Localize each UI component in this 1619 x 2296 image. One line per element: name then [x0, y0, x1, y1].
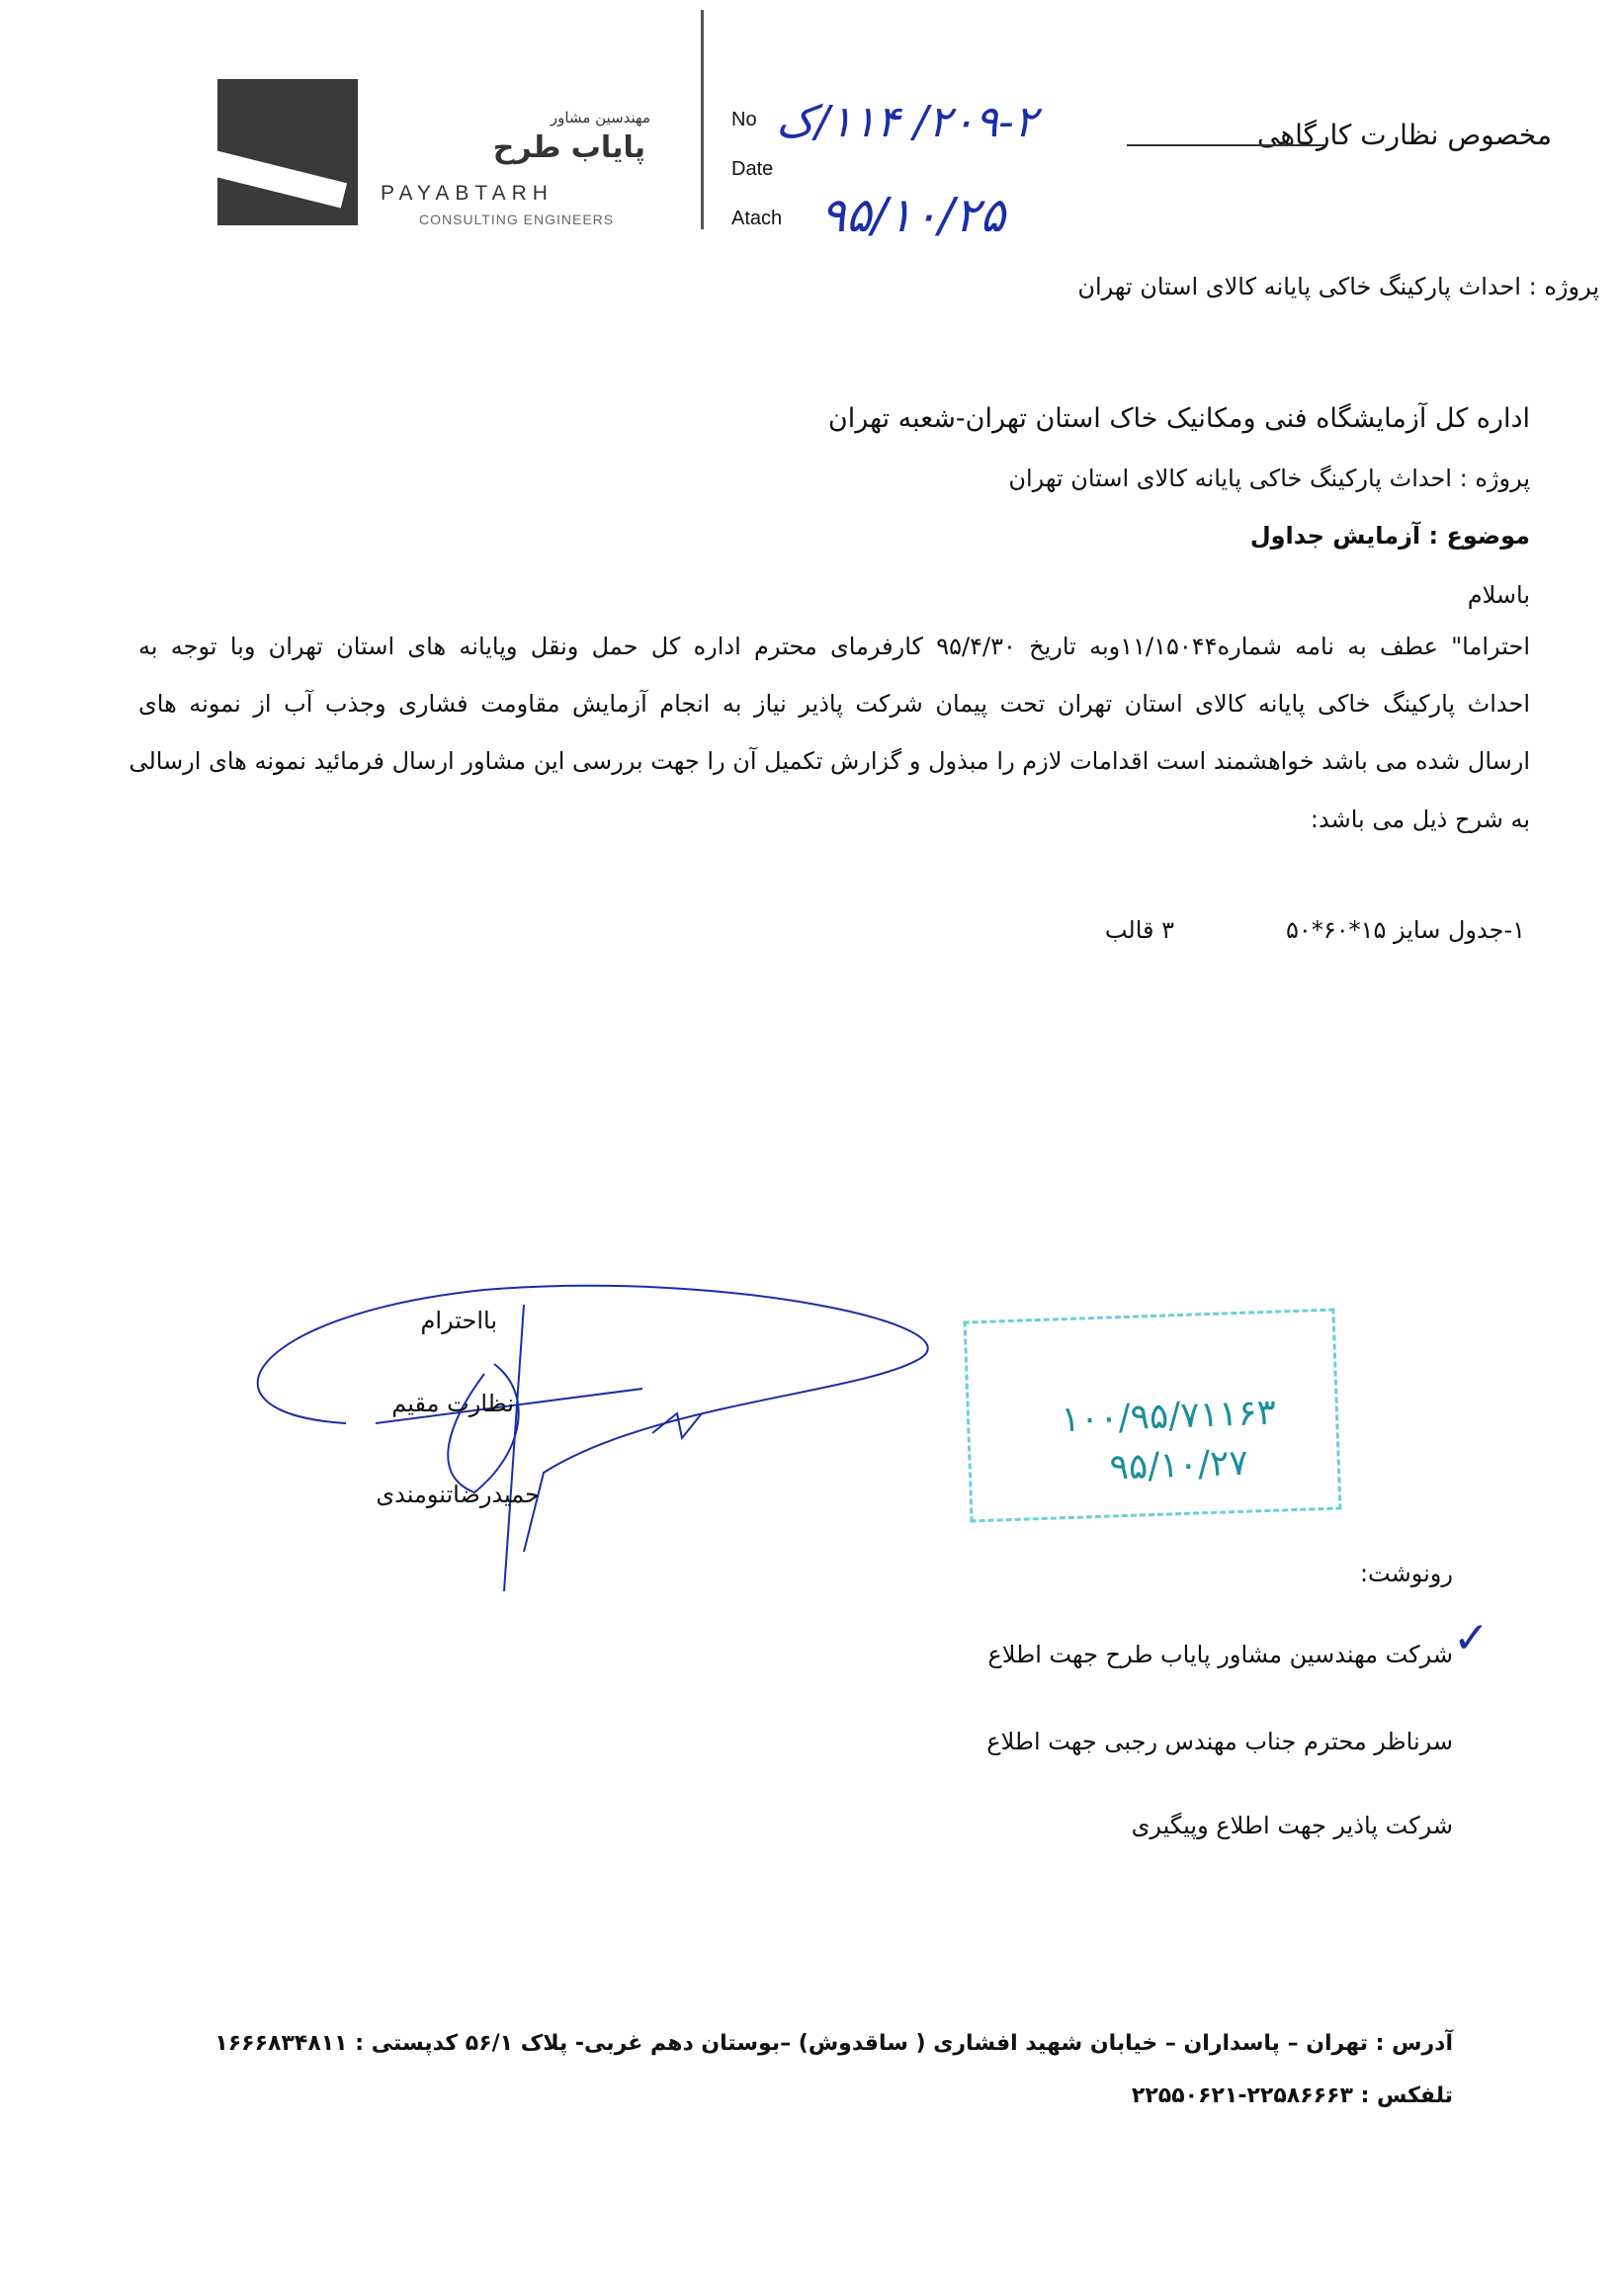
- header-project: پروژه : احداث پارکینگ خاکی پایانه کالای استان تهران: [1077, 273, 1599, 300]
- header-divider: [701, 10, 704, 229]
- footer-address: آدرس : تهران – پاسداران – خیابان شهید افشاری ( ساقدوش) –بوستان دهم غربی- پلاک ۵۶/۱ کدپستی : ۱۶۶۶۸۳۴۸۱۱: [214, 2031, 1453, 2056]
- body-line: ارسال شده می باشد خواهشمند است اقدامات لازم را مبذول و گزارش تکمیل آن را جهت بررسی این مشاور ارسال فرمائید نمونه های ارسالی: [128, 747, 1530, 775]
- subject: موضوع : آزمایش جداول: [1249, 522, 1530, 550]
- handwritten-number: ۲۰۹-۲/ ۱۱۴/ک: [776, 97, 1038, 147]
- logo-mark: [217, 79, 358, 225]
- department-label: مخصوص نظارت کارگاهی: [1257, 119, 1552, 151]
- cc-label: رونوشت:: [1359, 1560, 1453, 1587]
- body-line: احتراما" عطف به نامه شماره۱۱/۱۵۰۴۴وبه تاریخ ۹۵/۴/۳۰ کارفرمای محترم اداره کل حمل ونقل وپایانه های استان تهران وبا توجه به: [138, 633, 1530, 660]
- signature-name: حمیدرضاتنومندی: [376, 1481, 540, 1508]
- signature-closing: بااحترام: [420, 1307, 497, 1334]
- item-description: ۱-جدول سایز ۱۵*۶۰*۵۰: [1286, 916, 1525, 944]
- logo-fa-name: پایاب طرح: [492, 130, 645, 165]
- department-underline: [1127, 144, 1324, 146]
- handwritten-date: ۹۵/۱۰/۲۵: [820, 188, 1006, 243]
- signature-role: نظارت مقیم: [391, 1390, 514, 1417]
- letter-project: پروژه : احداث پارکینگ خاکی پایانه کالای استان تهران: [1008, 465, 1530, 492]
- signature-scribble: [227, 1275, 979, 1601]
- logo-en-name: PAYABTARH: [381, 182, 554, 205]
- greeting: باسلام: [1467, 581, 1530, 609]
- stamp-date: ۹۵/۱۰/۲۷: [1108, 1442, 1249, 1488]
- cc-item: شرکت پاذیر جهت اطلاع وپیگیری: [1131, 1812, 1453, 1839]
- stamp-number: ۱۰۰/۹۵/۷۱۱۶۳: [1060, 1392, 1277, 1441]
- footer-telfax: تلفکس : ۲۲۵۸۶۶۶۳-۲۲۵۵۰۶۲۱: [1131, 2083, 1453, 2108]
- body-line: احداث پارکینگ خاکی پایانه کالای استان تهران تحت پیمان شرکت پاذیر نیاز به انجام آزمایش مقاومت فشاری وجذب آب از نمونه های: [138, 690, 1530, 718]
- body-line: به شرح ذیل می باشد:: [1310, 806, 1530, 833]
- item-quantity: ۳ قالب: [1104, 916, 1174, 944]
- logo-fa-small: مهندسین مشاور: [550, 109, 650, 127]
- attach-label: Atach: [731, 208, 783, 229]
- recipient: اداره کل آزمایشگاه فنی ومکانیک خاک استان تهران-شعبه تهران: [827, 403, 1530, 434]
- logo-en-sub: CONSULTING ENGINEERS: [419, 212, 615, 227]
- no-label: No: [731, 109, 757, 130]
- cc-item: شرکت مهندسین مشاور پایاب طرح جهت اطلاع: [987, 1641, 1453, 1668]
- received-stamp: [964, 1309, 1342, 1523]
- date-label: Date: [731, 158, 774, 180]
- checkmark-icon: ✓: [1453, 1613, 1490, 1663]
- cc-item: سرناظر محترم جناب مهندس رجبی جهت اطلاع: [986, 1728, 1453, 1755]
